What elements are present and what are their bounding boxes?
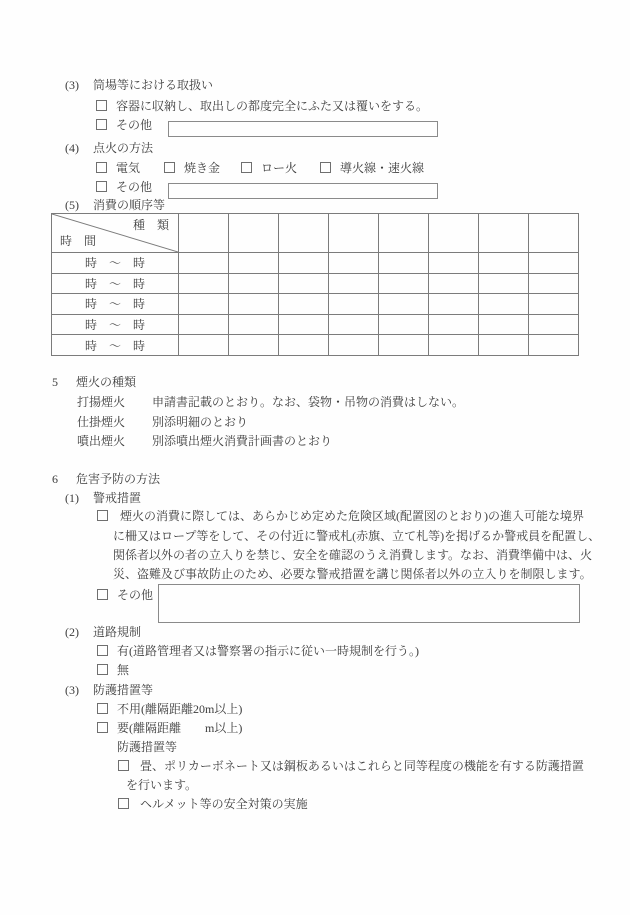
table-cell: [279, 314, 329, 335]
table-corner-cell: [52, 214, 179, 253]
section-4-heading: [65, 141, 153, 156]
checkbox[interactable]: [96, 181, 107, 192]
table-cell: [429, 335, 479, 356]
option-label: 無: [117, 663, 130, 677]
option-row: [118, 797, 308, 812]
table-cell: [479, 294, 529, 315]
time-range-label: 時 ～ 時: [52, 314, 179, 335]
table-cell: [179, 314, 229, 335]
time-range-label: 時 ～ 時: [52, 294, 179, 315]
option-label: 畳、ポリカーボネート又は鋼板あるいはこれらと同等程度の機能を有する防護措置: [140, 759, 584, 773]
corner-label-type: 種 類: [132, 218, 169, 232]
checkbox[interactable]: [97, 510, 108, 521]
table-cell: [229, 214, 279, 253]
section-number: (4): [65, 141, 79, 155]
table-cell: [229, 335, 279, 356]
paragraph-line: 関係者以外の者の立入りを禁じ、安全を確認のうえ消費します。なお、消費準備中は、火: [113, 548, 593, 562]
option-label: 有(道路管理者又は警察署の指示に従い一時規制を行う。): [117, 644, 419, 658]
option-label: 導火線・速火線: [340, 161, 425, 175]
section-5-heading: [65, 198, 165, 213]
table-cell: [479, 253, 529, 274]
table-row: [52, 294, 579, 315]
checkbox[interactable]: [97, 664, 108, 675]
table-cell: [529, 253, 579, 274]
table-cell: [379, 273, 429, 294]
option-yakigane: [164, 161, 220, 176]
section-number: (3): [65, 78, 79, 92]
option-label: ロー火: [261, 161, 298, 175]
option-row: [97, 509, 584, 524]
firework-type-row: [77, 395, 464, 410]
option-row: [97, 702, 242, 717]
checkbox[interactable]: [164, 162, 175, 173]
other-input-sec3[interactable]: [168, 121, 438, 137]
table-cell: [429, 294, 479, 315]
sub-section-title: 防護措置等: [117, 740, 178, 754]
table-cell: [329, 214, 379, 253]
checkbox[interactable]: [118, 798, 129, 809]
table-cell: [379, 335, 429, 356]
firework-type-desc: 別添噴出煙火消費計画書のとおり: [152, 434, 333, 448]
section-3-heading: [65, 78, 213, 93]
table-cell: [329, 314, 379, 335]
time-range-label: 時 ～ 時: [52, 253, 179, 274]
table-cell: [329, 253, 379, 274]
firework-type-desc: 別添明細のとおり: [152, 415, 249, 429]
table-cell: [529, 314, 579, 335]
section-6-1-heading: [65, 491, 141, 506]
other-input-sec4[interactable]: [168, 183, 438, 199]
other-label: その他: [116, 118, 153, 132]
table-cell: [379, 214, 429, 253]
option-label: 不用(離隔距離20m以上): [117, 702, 243, 716]
table-cell: [529, 273, 579, 294]
consumption-schedule-table: [51, 213, 579, 356]
firework-type-row: [77, 434, 332, 449]
table-cell: [179, 214, 229, 253]
option-row: [118, 759, 584, 774]
option-fuse: [320, 161, 424, 176]
option-label: 焼き金: [184, 161, 221, 175]
section-number: (5): [65, 198, 79, 212]
option-electric: [96, 161, 140, 176]
table-cell: [379, 314, 429, 335]
section-title: 警戒措置: [93, 491, 142, 505]
firework-type-name: 打揚煙火: [77, 395, 126, 409]
table-cell: [179, 294, 229, 315]
table-cell: [429, 253, 479, 274]
table-row: [52, 253, 579, 274]
table-cell: [229, 253, 279, 274]
section-title: 消費の順序等: [93, 198, 166, 212]
section-number: (2): [65, 625, 79, 639]
table-cell: [379, 253, 429, 274]
paragraph-line: 災、盗難及び事故防止のため、必要な警戒措置を講じ関係者以外の立入りを制限します。: [113, 567, 592, 581]
item-number: 5: [52, 375, 58, 389]
checkbox[interactable]: [97, 722, 108, 733]
firework-type-desc: 申請書記載のとおり。なお、袋物・吊物の消費はしない。: [152, 395, 465, 409]
table-cell: [429, 214, 479, 253]
table-cell: [529, 294, 579, 315]
table-cell: [279, 335, 329, 356]
checkbox[interactable]: [97, 645, 108, 656]
table-row: [52, 335, 579, 356]
item-6-heading: [52, 472, 160, 487]
paragraph-line: 煙火の消費に際しては、あらかじめ定めた危険区域(配置図のとおり)の進入可能な境界: [120, 509, 584, 523]
table-cell: [229, 273, 279, 294]
table-cell: [279, 294, 329, 315]
table-cell: [279, 214, 329, 253]
table-cell: [329, 273, 379, 294]
checkbox[interactable]: [320, 162, 331, 173]
section-number: (1): [65, 491, 79, 505]
table-cell: [329, 335, 379, 356]
option-label: 電気: [116, 161, 141, 175]
table-cell: [279, 273, 329, 294]
table-cell: [179, 253, 229, 274]
table-row: [52, 273, 579, 294]
other-input-keikai[interactable]: [158, 584, 580, 623]
table-cell: [229, 314, 279, 335]
paragraph-line: に柵又はロープ等をして、その付近に警戒札(赤旗、立て札等)を掲げるか警戒員を配置し、: [113, 529, 601, 543]
table-cell: [329, 294, 379, 315]
option-label: ヘルメット等の安全対策の実施: [140, 797, 308, 811]
item-title: 危害予防の方法: [76, 472, 161, 486]
section-title: 道路規制: [93, 625, 142, 639]
option-row: [97, 663, 129, 678]
checkbox[interactable]: [241, 162, 252, 173]
option-robi: [241, 161, 297, 176]
option-row: [96, 99, 428, 114]
firework-type-row: [77, 415, 248, 430]
option-row: [97, 721, 242, 736]
option-row: [96, 180, 152, 195]
table-cell: [379, 294, 429, 315]
item-number: 6: [52, 472, 58, 486]
checkbox[interactable]: [96, 100, 107, 111]
firework-type-name: 仕掛煙火: [77, 415, 126, 429]
section-6-3-heading: [65, 683, 153, 698]
firework-type-name: 噴出煙火: [77, 434, 126, 448]
section-title: 防護措置等: [93, 683, 154, 697]
item-5-heading: [52, 375, 136, 390]
time-range-label: 時 ～ 時: [52, 273, 179, 294]
option-row: [97, 644, 419, 659]
other-label: その他: [117, 588, 154, 602]
section-title: 筒場等における取扱い: [93, 78, 214, 92]
section-title: 点火の方法: [93, 141, 154, 155]
table-cell: [479, 273, 529, 294]
corner-label-time: 時 間: [60, 234, 97, 248]
checkbox[interactable]: [96, 162, 107, 173]
checkbox[interactable]: [97, 703, 108, 714]
option-row: [97, 588, 153, 603]
checkbox[interactable]: [96, 119, 107, 130]
table-cell: [279, 253, 329, 274]
table-cell: [179, 273, 229, 294]
option-label: 容器に収納し、取出しの都度完全にふた又は覆いをする。: [116, 99, 429, 113]
table-cell: [429, 273, 479, 294]
item-title: 煙火の種類: [76, 375, 137, 389]
checkbox[interactable]: [118, 760, 129, 771]
section-6-2-heading: [65, 625, 141, 640]
section-number: (3): [65, 683, 79, 697]
checkbox[interactable]: [97, 589, 108, 600]
table-cell: [479, 214, 529, 253]
table-cell: [479, 314, 529, 335]
table-cell: [529, 335, 579, 356]
table-row: [52, 314, 579, 335]
table-header-row: [52, 214, 579, 253]
table-cell: [529, 214, 579, 253]
option-label-continuation: を行います。: [126, 778, 198, 792]
option-row: [96, 118, 152, 133]
time-range-label: 時 ～ 時: [52, 335, 179, 356]
option-label: 要(離隔距離 m以上): [117, 721, 243, 735]
table-cell: [429, 314, 479, 335]
other-label: その他: [116, 180, 153, 194]
table-cell: [479, 335, 529, 356]
table-cell: [229, 294, 279, 315]
table-cell: [179, 335, 229, 356]
